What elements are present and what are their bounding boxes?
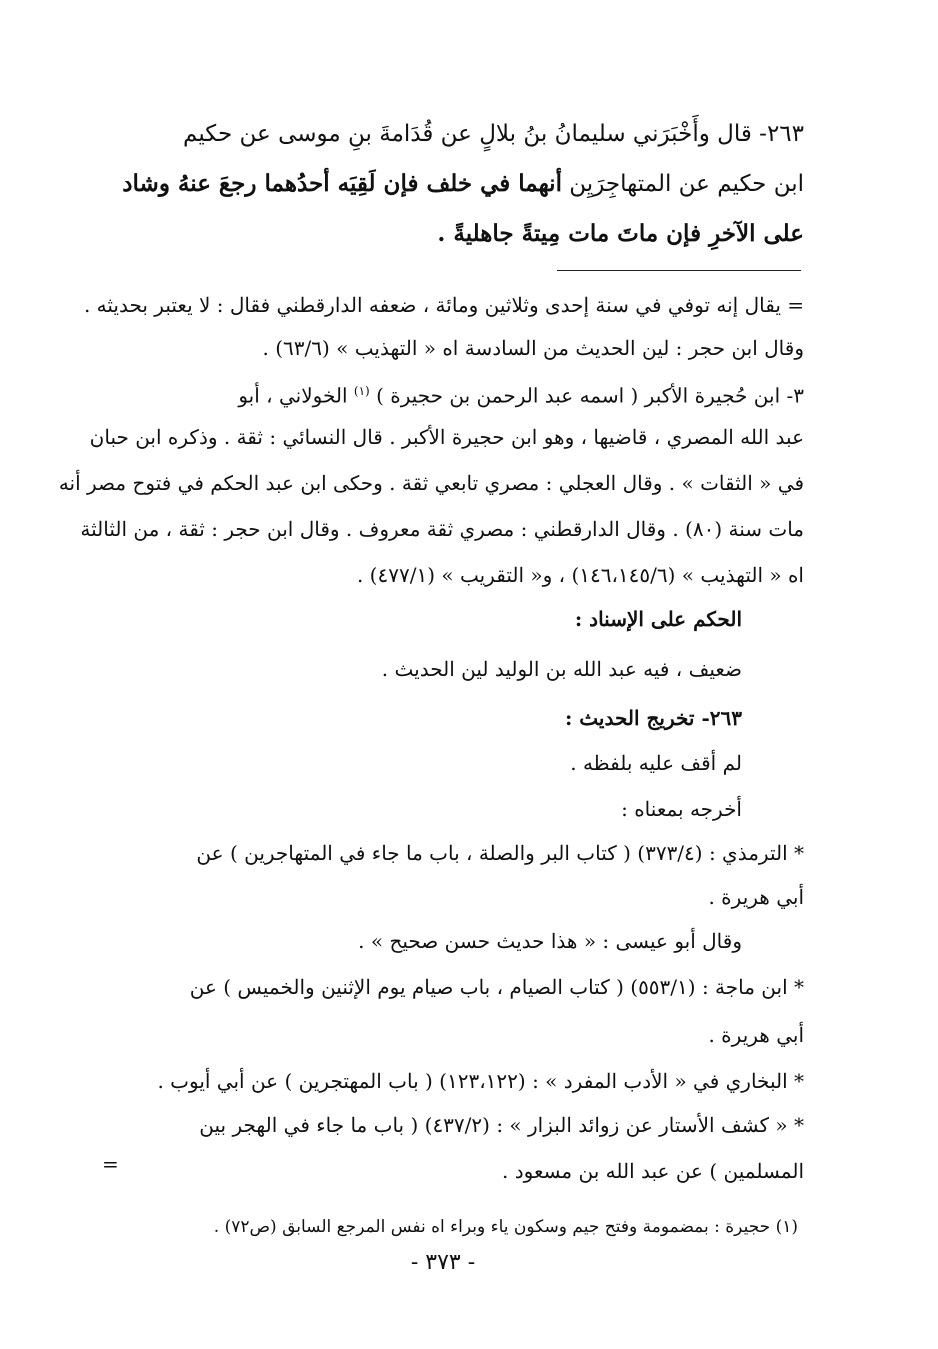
takhrij-line-3: * الترمذي : (٣٧٣/٤) ( كتاب البر والصلة ، باب ما جاء في المتهاجرين ) عن — [196, 841, 804, 865]
takhrij-line-7: أبي هريرة . — [708, 1023, 804, 1047]
note-line-7: اه « التهذيب » (١٤٦،١٤٥/٦) ، و« التقريب » (٤٧٧/١) . — [356, 563, 804, 587]
separator-line — [557, 270, 801, 271]
page-number: - ٣٧٣ - — [410, 1250, 476, 1275]
hadith-line-2-bold: أنهما في خلف فإن لَقِيَه أحدُهما رجعَ عنهُ وشاد — [122, 170, 562, 197]
note-line-5: في « الثقات » . وقال العجلي : مصري تابعي ثقة . وحكى ابن عبد الحكم في فتوح مصر أنه — [58, 471, 804, 495]
note-line-4: عبد الله المصري ، قاضيها ، وهو ابن حجيرة الأكبر . قال النسائي : ثقة . وذكره ابن حبان — [89, 425, 804, 449]
takhrij-line-9: * « كشف الأستار عن زوائد البزار » : (٤٣٧/٢) ( باب ما جاء في الهجر بين — [199, 1113, 804, 1137]
note-line-6: مات سنة (٨٠) . وقال الدارقطني : مصري ثقة معروف . وقال ابن حجر : ثقة ، من الثالثة — [80, 517, 804, 541]
takhrij-line-4: أبي هريرة . — [708, 885, 804, 909]
note-line-1: = يقال إنه توفي في سنة إحدى وثلاثين ومائة ، ضعفه الدارقطني فقال : لا يعتبر بحديثه . — [83, 293, 804, 317]
footnote: (١) حجيرة : بمضمومة وفتح جيم وسكون ياء وبراء اه نفس المرجع السابق (ص٧٢) . — [213, 1217, 798, 1237]
takhrij-line-2: أخرجه بمعناه : — [621, 797, 742, 821]
takhrij-line-6: * ابن ماجة : (٥٥٣/١) ( كتاب الصيام ، باب صيام يوم الإثنين والخميس ) عن — [189, 975, 804, 999]
takhrij-line-10: المسلمين ) عن عبد الله بن مسعود . — [501, 1159, 804, 1183]
ruling-text: ضعيف ، فيه عبد الله بن الوليد لين الحديث . — [381, 657, 742, 681]
hadith-line-2-plain: ابن حكيم عن المتهاجِرَيِن — [569, 171, 804, 197]
hadith-line-2 — [104, 164, 804, 204]
takhrij-line-5: وقال أبو عيسى : « هذا حديث حسن صحيح » . — [358, 929, 742, 953]
takhrij-line-8: * البخاري في « الأدب المفرد » : (١٢٣،١٢٢) ( باب المهتجرين ) عن أبي أيوب . — [157, 1069, 804, 1093]
continuation-mark: = — [102, 1152, 119, 1176]
hadith-line-1: ٢٦٣- قال وأَخْبَرَني سليمانُ بنُ بلالٍ عن قُدَامةَ بنِ موسى عن حكيم — [183, 121, 804, 147]
note-line-3-a: ٣- ابن حُجيرة الأكبر ( اسمه عبد الرحمن بن حجيرة ) — [376, 383, 804, 408]
footnote-marker: (١) — [353, 384, 370, 398]
note-line-2: وقال ابن حجر : لين الحديث من السادسة اه « التهذيب » (٦٣/٦) . — [262, 336, 804, 360]
note-line-3-b: الخولاني ، أبو — [238, 383, 348, 408]
note-line-3 — [104, 376, 804, 411]
takhrij-heading: ٢٦٣- تخريج الحديث : — [564, 706, 742, 730]
takhrij-line-1: لم أقف عليه بلفظه . — [570, 751, 742, 775]
ruling-heading: الحكم على الإسناد : — [574, 607, 742, 631]
hadith-line-3: على الآخرِ فإن ماتَ مات مِيتةً جاهليةً . — [437, 220, 804, 247]
